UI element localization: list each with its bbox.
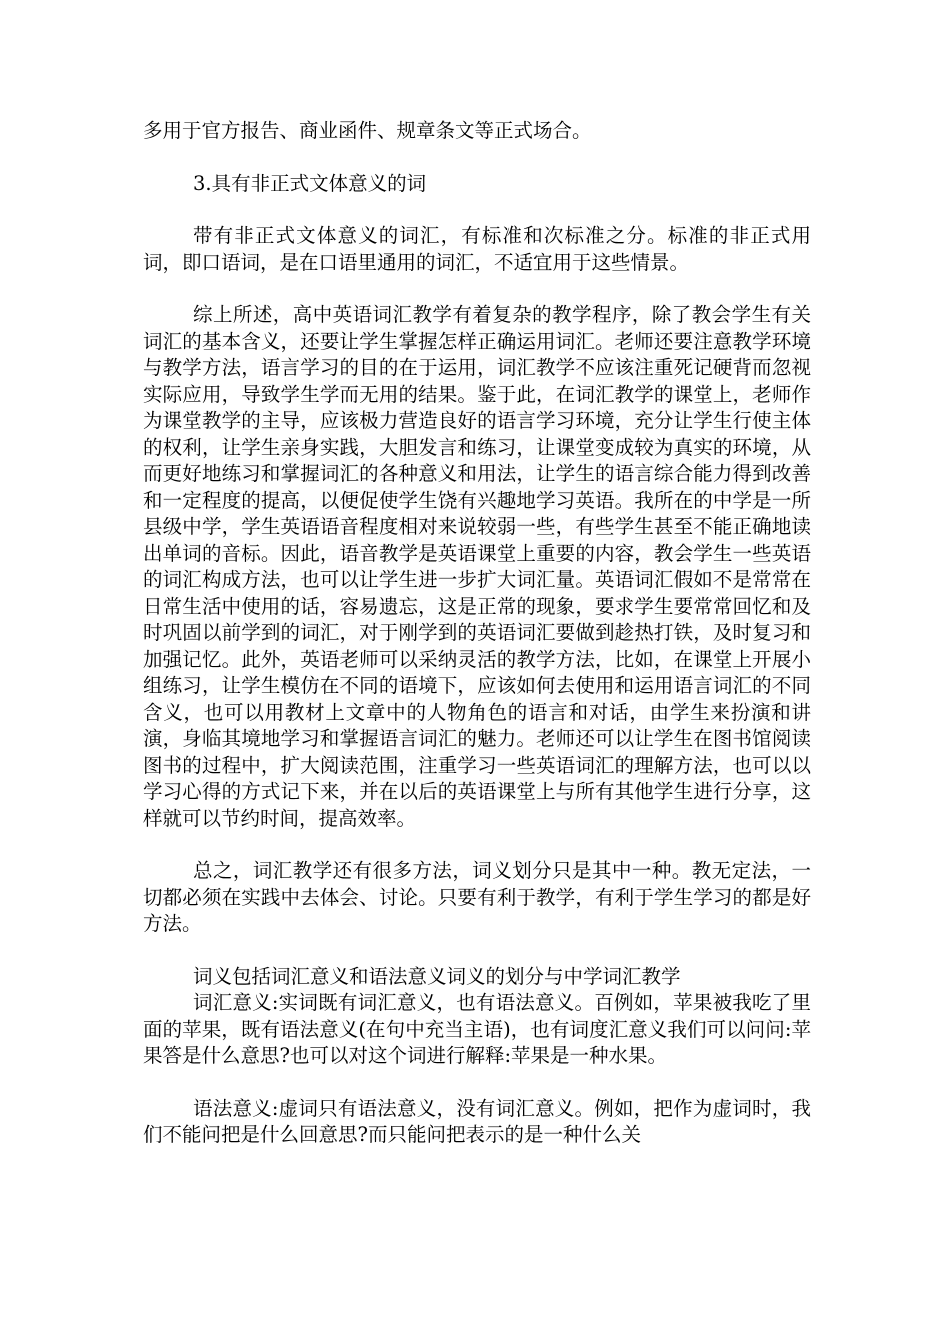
paragraph-informal-words: 带有非正式文体意义的词汇，有标准和次标准之分。标准的非正式用词，即口语词，是在口语里通用的词汇，不适宜用于这些情景。 xyxy=(143,224,811,274)
document-body xyxy=(143,118,811,1149)
paragraph-lexical-meaning: 词汇意义:实词既有词汇意义，也有语法意义。百例如，苹果被我吃了里面的苹果，既有语法意义(在句中充当主语)，也有词度汇意义我们可以问问:苹果答是什么意思?也可以对这个词进行解释:苹果是一种水果。 xyxy=(143,991,811,1067)
subheading-word-meaning: 词义包括词汇意义和语法意义词义的划分与中学词汇教学 xyxy=(193,964,681,988)
section-heading: 3.具有非正式文体意义的词 xyxy=(193,171,427,195)
paragraph-summary: 综上所述，高中英语词汇教学有着复杂的教学程序，除了教会学生有关词汇的基本含义，还要让学生掌握怎样正确运用词汇。老师还要注意教学环境与教学方法，语言学习的目的在于运用，词汇教学不应该注重死记硬背而忽视实际应用，导致学生学而无用的结果。鉴于此，在词汇教学的课堂上，老师作为课堂教学的主导，应该极力营造良好的语言学习环境，充分让学生行使主体的权利，让学生亲身实践，大胆发言和练习，让课堂变成较为真实的环境，从而更好地练习和掌握词汇的各种意义和用法，让学生的语言综合能力得到改善和一定程度的提高，以便促使学生饶有兴趣地学习英语。我所在的中学是一所县级中学，学生英语语音程度相对来说较弱一些，有些学生甚至不能正确地读出单词的音标。因此，语音教学是英语课堂上重要的内容，教会学生一些英语的词汇构成方法，也可以让学生进一步扩大词汇量。英语词汇假如不是常常在日常生活中使用的话，容易遗忘，这是正常的现象，要求学生要常常回忆和及时巩固以前学到的词汇，对于刚学到的英语词汇要做到趁热打铁，及时复习和加强记忆。此外，英语老师可以采纳灵活的教学方法，比如，在课堂上开展小组练习，让学生模仿在不同的语境下，应该如何去使用和运用语言词汇的不同含义，也可以用教材上文章中的人物角色的语言和对话，由学生来扮演和讲演，身临其境地学习和掌握语言词汇的魅力。老师还可以让学生在图书馆阅读图书的过程中，扩大阅读范围，注重学习一些英语词汇的理解方法，也可以以学习心得的方式记下来，并在以后的英语课堂上与所有其他学生进行分享，这样就可以节约时间，提高效率。 xyxy=(143,303,811,830)
paragraph-continuation: 多用于官方报告、商业函件、规章条文等正式场合。 xyxy=(143,119,592,142)
paragraph-grammatical-meaning: 语法意义:虚词只有语法意义，没有词汇意义。例如，把作为虚词时，我们不能问把是什么回意思?而只能问把表示的是一种什么关 xyxy=(143,1096,811,1146)
paragraph-conclusion: 总之，词汇教学还有很多方法，词义划分只是其中一种。教无定法，一切都必须在实践中去体会、讨论。只要有利于教学，有利于学生学习的都是好方法。 xyxy=(143,859,811,935)
